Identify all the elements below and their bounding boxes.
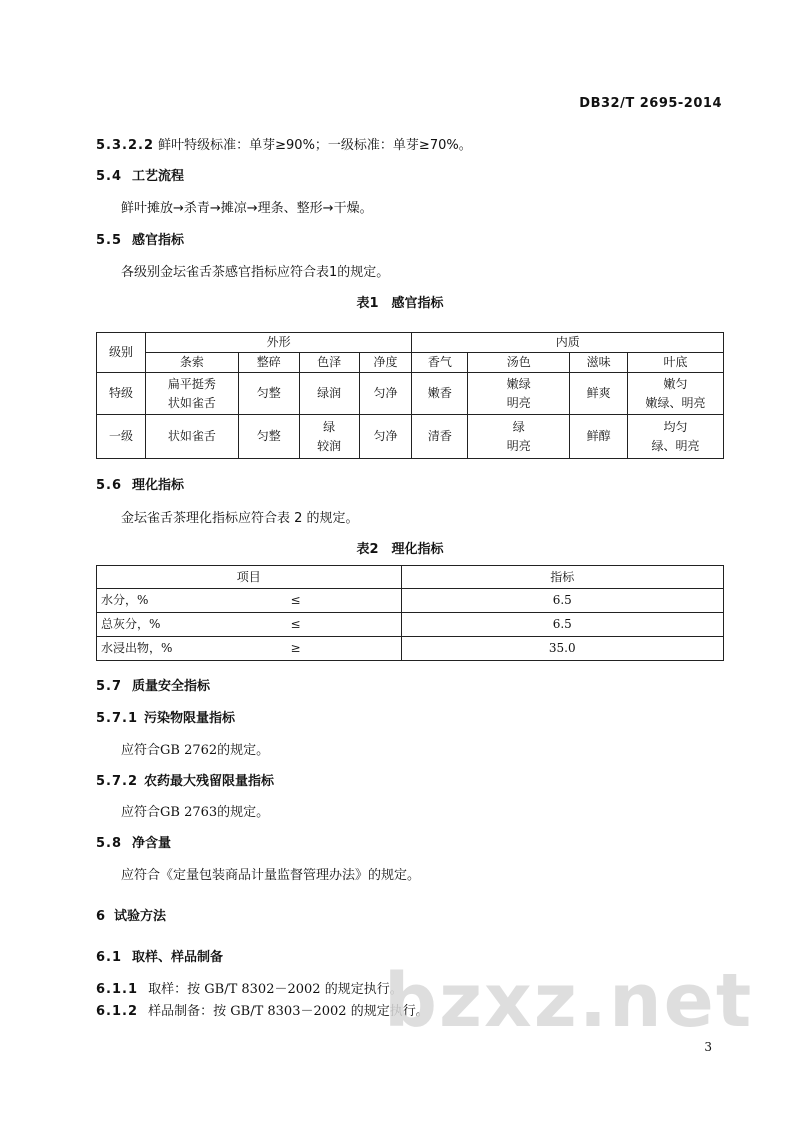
clause-number: 5.3.2.2 [96, 138, 154, 153]
cell-taste: 鲜醇 [570, 415, 628, 459]
clause-5-3-2-2 [96, 134, 472, 153]
cell-shape: 扁平挺秀 状如雀舌 [145, 373, 238, 415]
section-number: 6.1 [96, 950, 123, 965]
section-title: 理化指标 [132, 478, 185, 493]
header-inner-quality: 内质 [412, 333, 724, 353]
table2-caption: 表2 理化指标 [356, 542, 444, 557]
table-row [97, 589, 724, 613]
document-number: DB32/T 2695-2014 [579, 96, 722, 111]
cell-item: 总灰分，% ≤ [97, 613, 402, 637]
sensory-table [96, 332, 724, 459]
page-number: 3 [704, 1040, 712, 1054]
section-title: 试验方法 [114, 909, 167, 924]
section-5-8-body: 应符合《定量包装商品计量监督管理办法》的规定。 [121, 868, 421, 883]
section-5-6-body: 金坛雀舌茶理化指标应符合表 2 的规定。 [121, 511, 359, 526]
section-5-4-body: 鲜叶摊放→杀青→摊凉→理条、整形→干燥。 [121, 201, 373, 216]
cell-taste: 鲜爽 [570, 373, 628, 415]
section-5-7-1-heading [96, 707, 235, 726]
clause-text: 取样：按 GB/T 8302－2002 的规定执行。 [148, 982, 403, 997]
section-5-5-body: 各级别金坛雀舌茶感官指标应符合表1的规定。 [121, 265, 390, 280]
section-number: 5.5 [96, 233, 123, 248]
section-title: 污染物限量指标 [144, 711, 236, 726]
section-number: 5.8 [96, 836, 123, 851]
cell-liquor-color: 嫩绿 明亮 [468, 373, 570, 415]
section-title: 质量安全指标 [132, 679, 211, 694]
section-6-heading [96, 905, 166, 924]
cell-level: 特级 [97, 373, 146, 415]
section-title: 净含量 [132, 836, 172, 851]
cell-color: 绿润 [299, 373, 359, 415]
clause-6-1-2 [96, 1000, 429, 1019]
section-number: 5.7.1 [96, 711, 139, 726]
cell-value: 6.5 [401, 613, 723, 637]
clause-text: 样品制备：按 GB/T 8303－2002 的规定执行。 [148, 1004, 429, 1019]
cell-evenness: 匀整 [238, 415, 299, 459]
cell-color: 绿 较润 [299, 415, 359, 459]
subheader-cleanness: 净度 [359, 353, 412, 373]
section-5-7-heading [96, 675, 210, 694]
cell-evenness: 匀整 [238, 373, 299, 415]
cell-aroma: 嫩香 [412, 373, 468, 415]
section-number: 5.4 [96, 169, 123, 184]
table-row [97, 373, 724, 415]
section-number: 5.7.2 [96, 774, 139, 789]
cell-aroma: 清香 [412, 415, 468, 459]
section-title: 感官指标 [132, 233, 185, 248]
header-item: 项目 [97, 566, 402, 589]
section-6-1-heading [96, 946, 223, 965]
subheader-color: 色泽 [299, 353, 359, 373]
section-5-7-2-heading [96, 770, 274, 789]
section-5-5-heading [96, 229, 184, 248]
cell-value: 35.0 [401, 637, 723, 661]
section-title: 工艺流程 [132, 169, 185, 184]
section-5-4-heading [96, 165, 184, 184]
subheader-shape: 条索 [145, 353, 238, 373]
cell-infused-leaf: 嫩匀 嫩绿、明亮 [628, 373, 724, 415]
section-5-8-heading [96, 832, 171, 851]
header-index: 指标 [401, 566, 723, 589]
section-number: 6 [96, 909, 107, 924]
header-appearance: 外形 [145, 333, 412, 353]
clause-text: 鲜叶特级标准：单芽≥90%；一级标准：单芽≥70%。 [158, 138, 472, 153]
cell-level: 一级 [97, 415, 146, 459]
clause-6-1-1 [96, 978, 403, 997]
cell-cleanness: 匀净 [359, 373, 412, 415]
clause-number: 6.1.1 [96, 982, 139, 997]
subheader-aroma: 香气 [412, 353, 468, 373]
section-5-6-heading [96, 474, 184, 493]
section-number: 5.6 [96, 478, 123, 493]
cell-liquor-color: 绿 明亮 [468, 415, 570, 459]
section-title: 取样、样品制备 [132, 950, 224, 965]
physicochemical-table [96, 565, 724, 661]
subheader-evenness: 整碎 [238, 353, 299, 373]
table-row [97, 613, 724, 637]
section-number: 5.7 [96, 679, 123, 694]
watermark: bzxz.net [384, 958, 754, 1044]
clause-number: 6.1.2 [96, 1004, 139, 1019]
section-title: 农药最大残留限量指标 [144, 774, 275, 789]
cell-cleanness: 匀净 [359, 415, 412, 459]
table-row [97, 637, 724, 661]
section-5-7-1-body: 应符合GB 2762的规定。 [121, 743, 270, 758]
cell-item: 水分，% ≤ [97, 589, 402, 613]
subheader-liquor-color: 汤色 [468, 353, 570, 373]
table-row [97, 415, 724, 459]
cell-item: 水浸出物，% ≥ [97, 637, 402, 661]
header-level: 级别 [97, 333, 146, 373]
subheader-taste: 滋味 [570, 353, 628, 373]
section-5-7-2-body: 应符合GB 2763的规定。 [121, 805, 270, 820]
subheader-infused-leaf: 叶底 [628, 353, 724, 373]
cell-shape: 状如雀舌 [145, 415, 238, 459]
cell-infused-leaf: 均匀 绿、明亮 [628, 415, 724, 459]
table1-caption: 表1 感官指标 [356, 296, 444, 311]
cell-value: 6.5 [401, 589, 723, 613]
